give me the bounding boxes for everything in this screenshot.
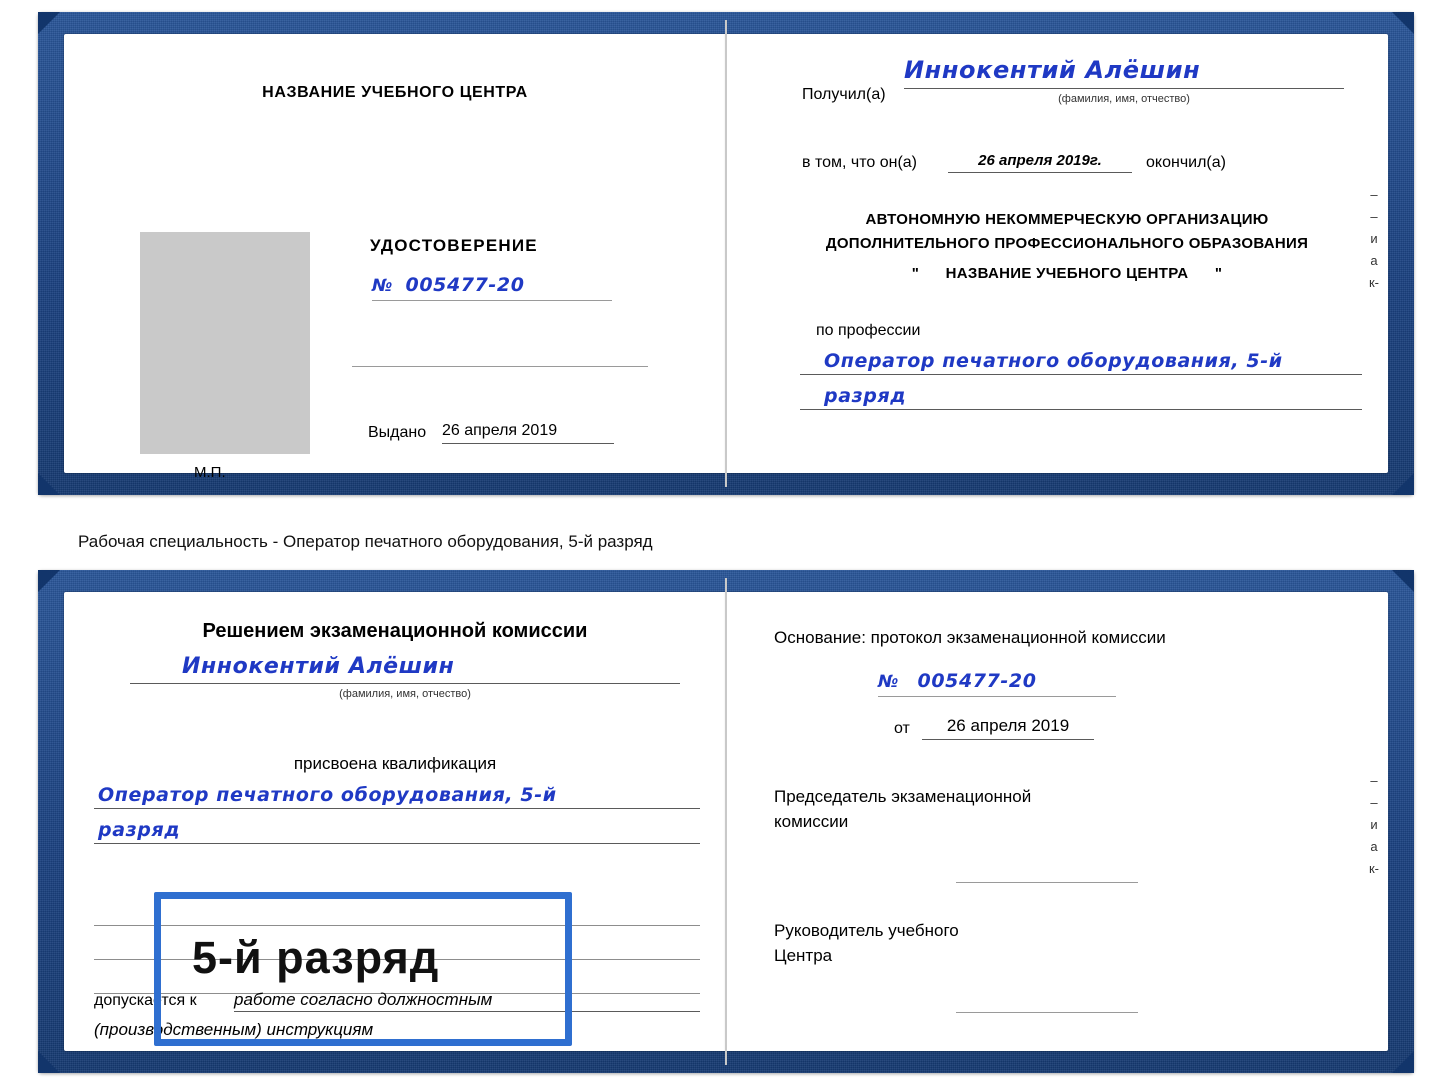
edge2-char-2: – bbox=[1370, 795, 1378, 810]
allowed-value-line-2: (производственным) инструкциям bbox=[94, 1020, 374, 1039]
head-signature-line bbox=[956, 1012, 1138, 1013]
edge2-char-4: а bbox=[1370, 839, 1378, 854]
qualification-label: присвоена квалификация bbox=[293, 754, 497, 773]
head-line-1: Руководитель учебного bbox=[774, 921, 959, 940]
edge-char-5: к- bbox=[1368, 275, 1380, 290]
certificate-left-page bbox=[64, 34, 726, 481]
profession-value-line-1: Оператор печатного оборудования, 5-й bbox=[824, 350, 1283, 372]
that-he-date: 26 апреля 2019г. bbox=[978, 152, 1102, 169]
certificate-right-page bbox=[726, 34, 1388, 473]
name-hint: (фамилия, имя, отчество) bbox=[1058, 93, 1190, 105]
quote-close: " bbox=[1214, 265, 1223, 282]
that-he-label: в том, что он(а) bbox=[802, 154, 917, 171]
document-type-label: УДОСТОВЕРЕНИЕ bbox=[370, 236, 538, 255]
protocol-number-value: 005477-20 bbox=[917, 670, 1037, 692]
from-label: от bbox=[894, 720, 910, 737]
chairman-line-1: Председатель экзаменационной bbox=[774, 787, 1032, 806]
from-date-value: 26 апреля 2019 bbox=[946, 716, 1070, 735]
organization-line-1: АВТОНОМНУЮ НЕКОММЕРЧЕСКУЮ ОРГАНИЗАЦИЮ bbox=[865, 211, 1269, 228]
highlight-label: 5-й разряд bbox=[192, 932, 440, 983]
edge-char-2: – bbox=[1370, 209, 1378, 224]
profession-label: по профессии bbox=[816, 322, 921, 339]
edge-char-3: и bbox=[1370, 231, 1378, 246]
page-caption: Рабочая специальность - Оператор печатного оборудования, 5-й разряд bbox=[78, 532, 653, 551]
decision-name-hint: (фамилия, имя, отчество) bbox=[339, 688, 471, 700]
head-line-2: Центра bbox=[774, 946, 833, 965]
decision-name: Иннокентий Алёшин bbox=[182, 654, 455, 679]
edge-char-4: а bbox=[1370, 253, 1378, 268]
certificate-number-symbol: № bbox=[372, 276, 394, 296]
allowed-value-line-1: работе согласно должностным bbox=[234, 990, 493, 1009]
book-spine-bottom bbox=[725, 578, 727, 1065]
book-spine-top bbox=[725, 20, 727, 487]
issue-date-value: 26 апреля 2019 bbox=[442, 422, 558, 439]
page-edge-strip-bottom bbox=[1366, 770, 1382, 880]
chairman-signature-line bbox=[956, 882, 1138, 883]
received-name-value: Иннокентий Алёшин bbox=[904, 56, 1201, 84]
decision-title: Решением экзаменационной комиссии bbox=[202, 620, 588, 642]
training-center-title: НАЗВАНИЕ УЧЕБНОГО ЦЕНТРА bbox=[262, 84, 528, 101]
received-label: Получил(а) bbox=[802, 86, 886, 103]
blank-line-left-1 bbox=[352, 366, 648, 367]
edge2-char-5: к- bbox=[1368, 861, 1380, 876]
organization-name: НАЗВАНИЕ УЧЕБНОГО ЦЕНТРА bbox=[945, 265, 1189, 282]
stamp-label: М.П. bbox=[194, 464, 226, 481]
finished-label: окончил(а) bbox=[1146, 154, 1226, 171]
allowed-label: допускается к bbox=[94, 992, 197, 1009]
basis-label: Основание: протокол экзаменационной комиссии bbox=[774, 628, 1166, 647]
profession-value-line-2: разряд bbox=[824, 385, 907, 407]
chairman-line-2: комиссии bbox=[774, 812, 849, 831]
decision-left-page bbox=[64, 592, 726, 1051]
edge-char-1: – bbox=[1370, 187, 1378, 202]
edge2-char-3: и bbox=[1370, 817, 1378, 832]
quote-open: " bbox=[911, 265, 920, 282]
issue-date-label: Выдано bbox=[368, 424, 427, 441]
certificate-book-top bbox=[38, 12, 1414, 495]
page-edge-strip-top bbox=[1366, 184, 1382, 294]
qualification-value-line-2: разряд bbox=[98, 819, 181, 841]
certificate-book-bottom bbox=[38, 570, 1414, 1073]
edge2-char-1: – bbox=[1370, 773, 1378, 788]
organization-line-2: ДОПОЛНИТЕЛЬНОГО ПРОФЕССИОНАЛЬНОГО ОБРАЗОВАНИЯ bbox=[825, 235, 1309, 252]
qualification-value-line-1: Оператор печатного оборудования, 5-й bbox=[98, 784, 557, 806]
photo-placeholder bbox=[140, 232, 310, 454]
protocol-number-symbol: № bbox=[878, 672, 900, 692]
decision-right-page bbox=[726, 592, 1388, 1051]
certificate-number-value: 005477-20 bbox=[405, 274, 525, 296]
